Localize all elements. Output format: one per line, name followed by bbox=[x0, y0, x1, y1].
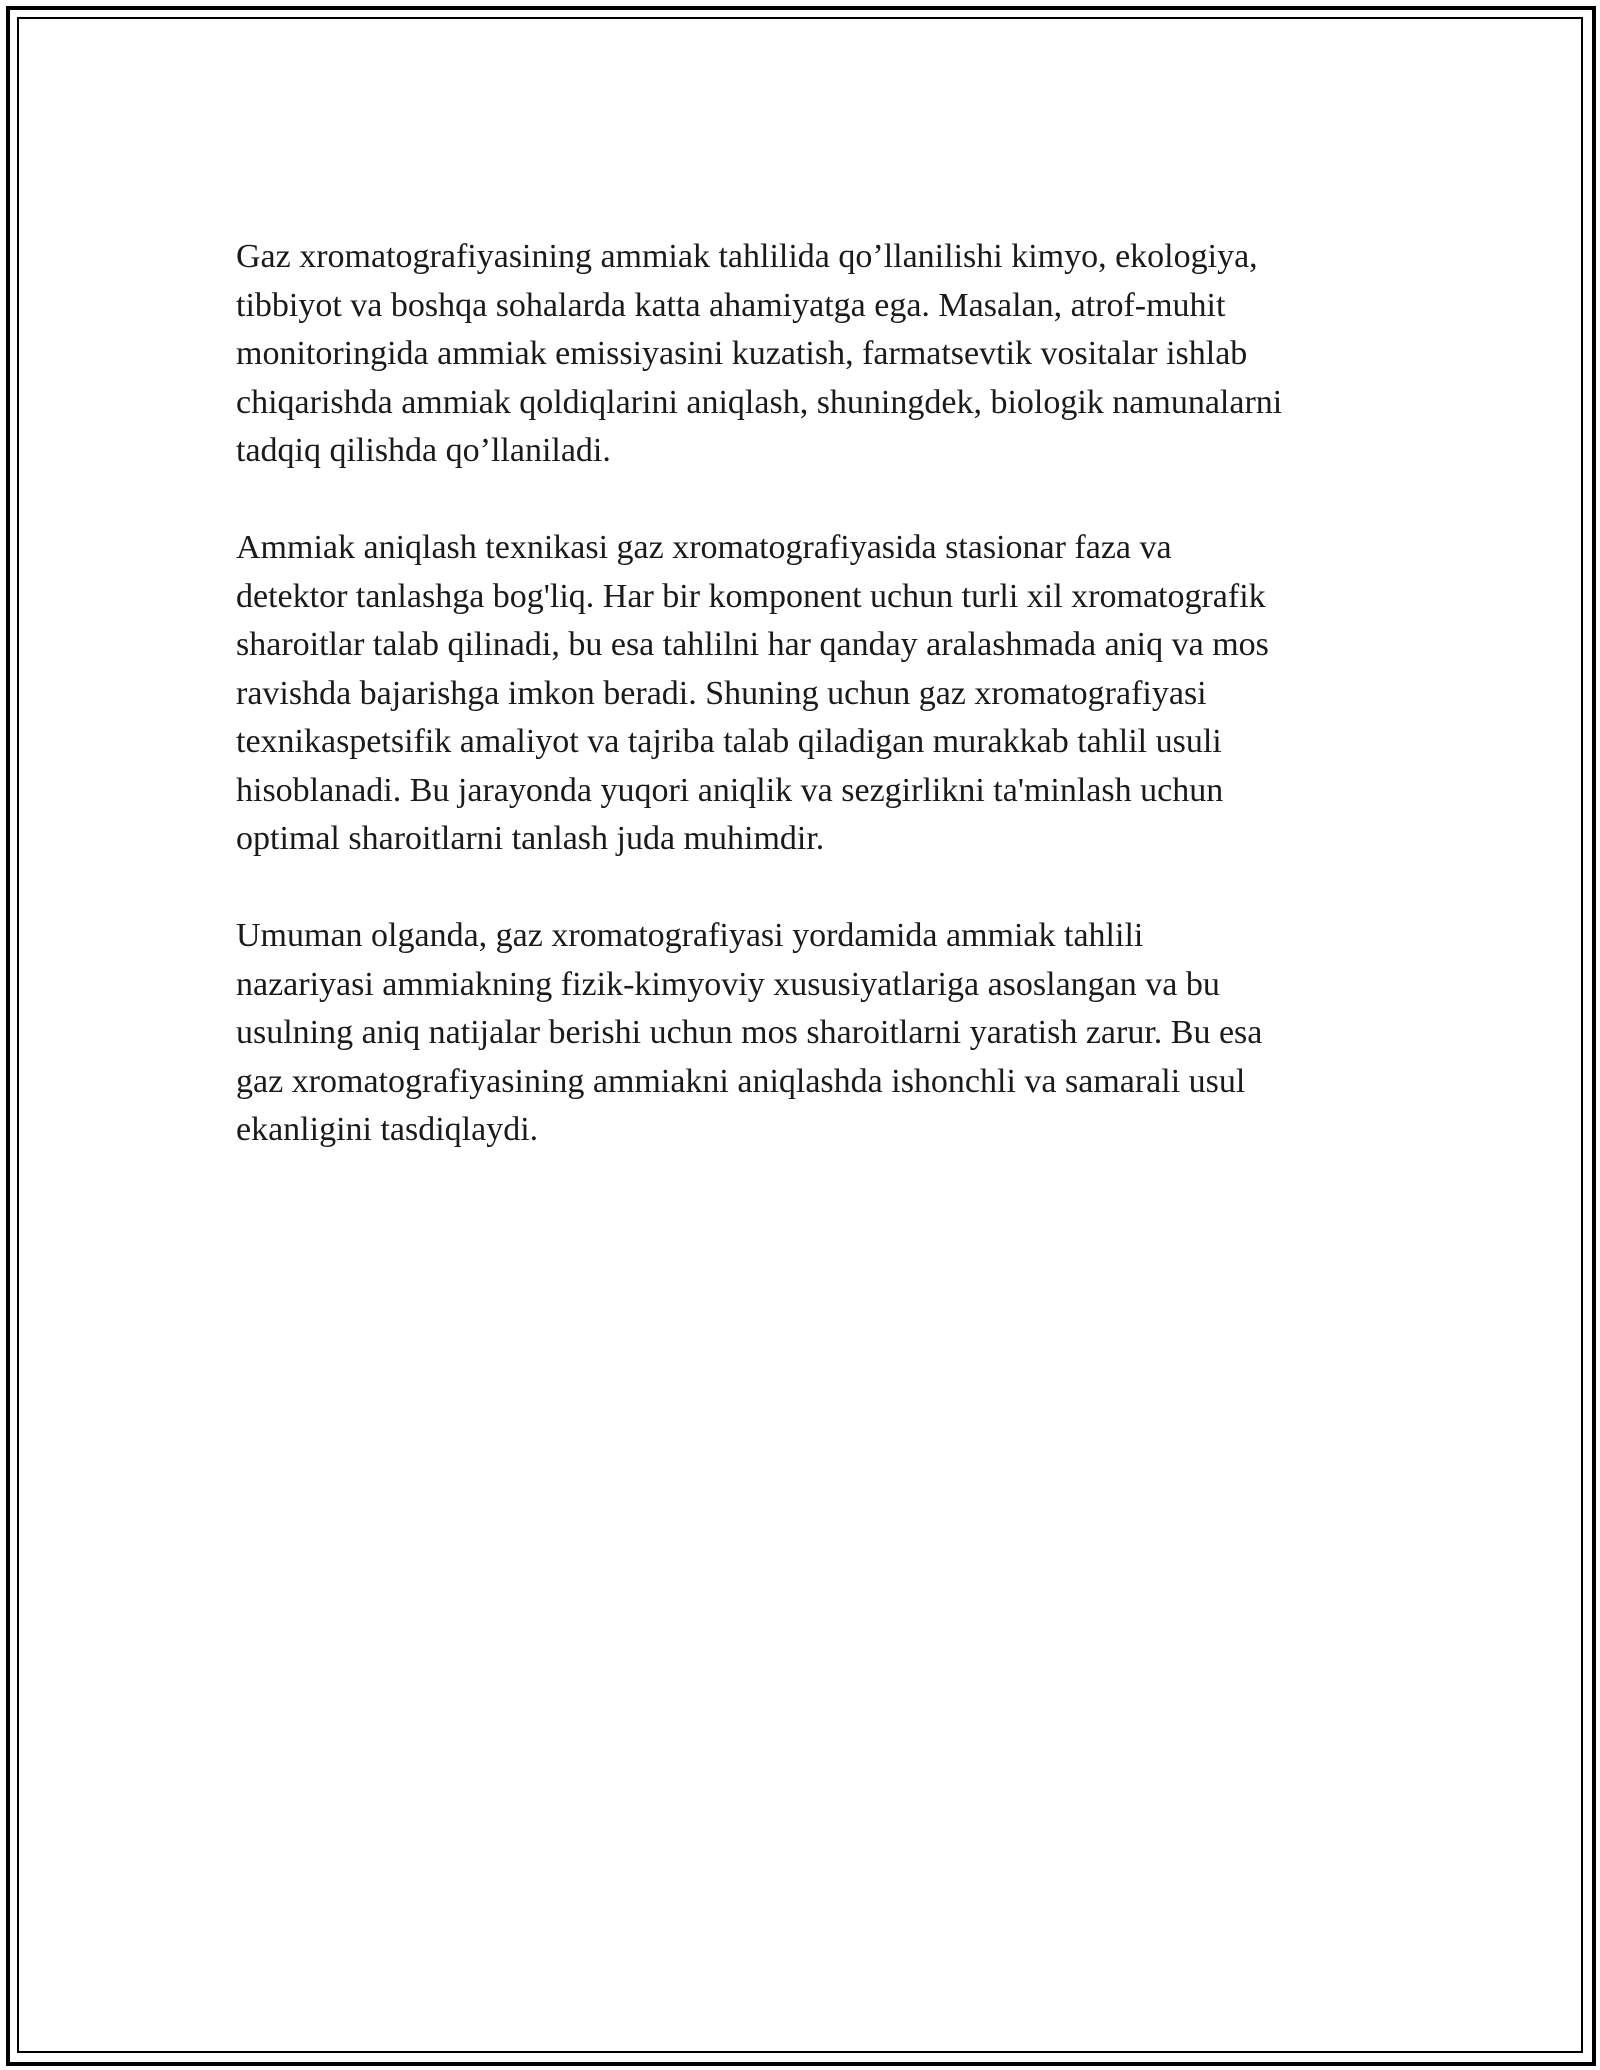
text-line: ravishda bajarishga imkon beradi. Shuning uchun gaz xromatografiyasi bbox=[236, 674, 1207, 712]
text-line: tibbiyot va boshqa sohalarda katta ahamiyatga ega. Masalan, atrof-muhit bbox=[236, 286, 1226, 324]
text-line: ekanligini tasdiqlaydi. bbox=[236, 1111, 539, 1148]
text-line: texnikaspetsifik amaliyot va tajriba talab qiladigan murakkab tahlil usuli bbox=[236, 723, 1222, 760]
text-line: Umuman olganda, gaz xromatografiyasi yordamida ammiak tahlili bbox=[236, 917, 1144, 954]
text-line: nazariyasi ammiakning fizik-kimyoviy xususiyatlariga asoslangan va bu bbox=[236, 965, 1220, 1003]
text-line: optimal sharoitlarni tanlash juda muhimdir. bbox=[236, 820, 825, 857]
text-line: sharoitlar talab qilinadi, bu esa tahlilni har qanday aralashmada aniq va mos bbox=[236, 626, 1269, 663]
document-body bbox=[236, 233, 1386, 1203]
text-line: Gaz xromatografiyasining ammiak tahlilida qo’llanilishi kimyo, ekologiya, bbox=[236, 238, 1258, 275]
text-line: Ammiak aniqlash texnikasi gaz xromatografiyasida stasionar faza va bbox=[236, 529, 1172, 566]
text-line: chiqarishda ammiak qoldiqlarini aniqlash, shuningdek, biologik namunalarni bbox=[236, 383, 1283, 421]
text-line: usulning aniq natijalar berishi uchun mos sharoitlarni yaratish zarur. Bu esa bbox=[236, 1014, 1263, 1051]
paragraph-2 bbox=[236, 524, 1386, 864]
text-line: monitoringida ammiak emissiyasini kuzatish, farmatsevtik vositalar ishlab bbox=[236, 335, 1248, 372]
text-line: gaz xromatografiyasining ammiakni aniqlashda ishonchli va samarali usul bbox=[236, 1062, 1246, 1100]
text-line: hisoblanadi. Bu jarayonda yuqori aniqlik va sezgirlikni ta'minlash uchun bbox=[236, 771, 1224, 809]
paragraph-1 bbox=[236, 233, 1386, 476]
paragraph-3 bbox=[236, 912, 1386, 1155]
text-line: detektor tanlashga bog'liq. Har bir komponent uchun turli xil xromatografik bbox=[236, 577, 1266, 615]
text-line: tadqiq qilishda qo’llaniladi. bbox=[236, 432, 611, 469]
